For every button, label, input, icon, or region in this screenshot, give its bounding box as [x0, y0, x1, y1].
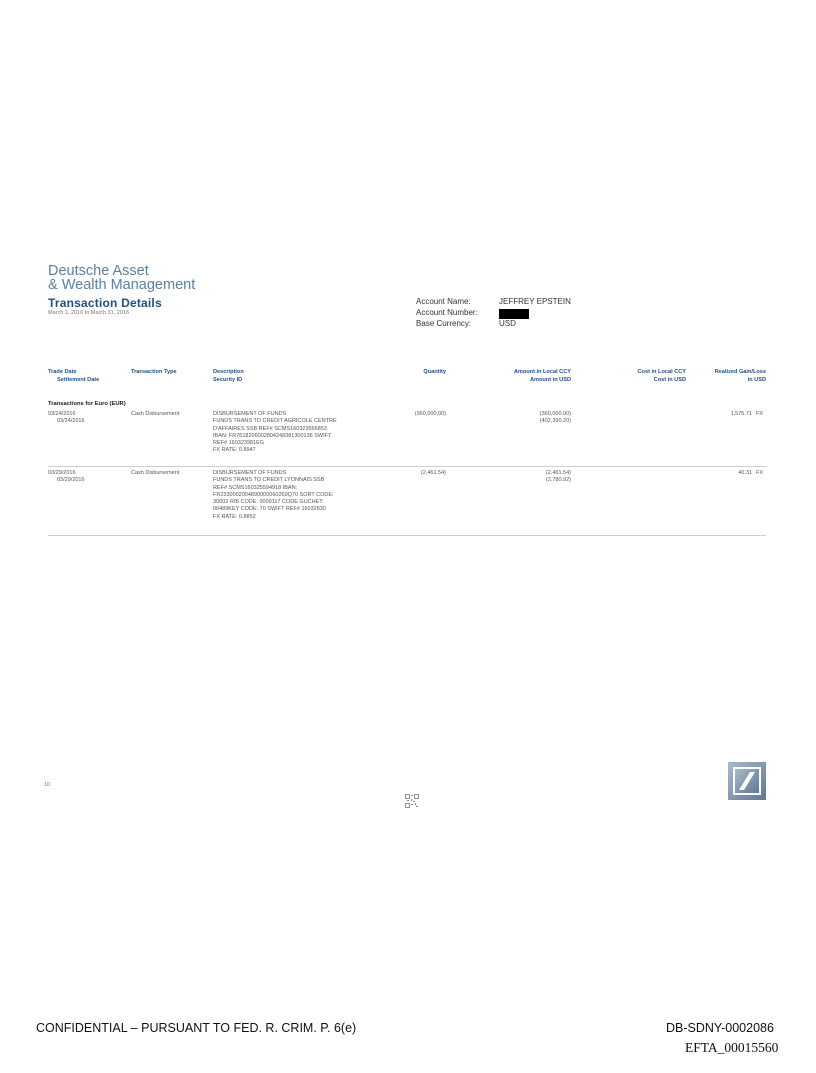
bates-number: DB-SDNY-0002086 [666, 1021, 774, 1035]
statement-period: March 1, 2016 to March 31, 2016 [48, 310, 130, 316]
gain-loss: 1,575.71 [730, 411, 752, 417]
account-name-label: Account Name: [416, 297, 471, 306]
page-title: Transaction Details [48, 296, 162, 310]
trade-date: 03/24/2016 [48, 411, 76, 417]
description-line: 30002 RIB CODE: 0009117 CODE GUCHET: [213, 499, 324, 506]
description [213, 411, 337, 455]
col-security-id: Security ID [213, 377, 243, 383]
amount-local: (2,461.54) [545, 470, 571, 476]
col-gain-loss: Realized Gain/Loss [714, 369, 766, 375]
brand-line-1: Deutsche Asset [48, 263, 149, 279]
description-line: IBAN: FR7618206002804248381300136 SWIFT [213, 432, 332, 439]
transaction-type: Cash Disbursement [131, 411, 180, 417]
col-cost-local: Cost in Local CCY [637, 369, 686, 375]
row-divider [48, 466, 766, 467]
col-cost-usd: Cost in USD [653, 377, 686, 383]
amount-usd: (2,780.92) [545, 477, 571, 484]
description-line: 00489KEY CODE: 70 SWIFT REF# 16032830 [213, 506, 326, 513]
account-info [416, 297, 616, 331]
description-line: DISBURSEMENT OF FUNDS [213, 470, 287, 476]
transaction-type: Cash Disbursement [131, 470, 180, 476]
confidential-notice: CONFIDENTIAL – PURSUANT TO FED. R. CRIM. P. 6(e) [36, 1021, 357, 1035]
col-amount-usd: Amount in USD [529, 377, 571, 383]
settlement-date: 03/29/2016 [57, 477, 85, 484]
account-name-value: JEFFREY EPSTEIN [499, 297, 571, 306]
deutsche-bank-logo-icon [728, 762, 766, 800]
col-amount-local: Amount in Local CCY [513, 369, 571, 375]
amount-local: (360,000.00) [539, 411, 571, 417]
col-settlement-date: Settlement Date [57, 377, 100, 383]
description-line: FX RATE: 0.8947 [213, 447, 256, 454]
description-line: FR2330002004890000060269Q70 SORT CODE: [213, 491, 334, 498]
qr-code-icon [405, 794, 419, 808]
description-line: REF# 160323981EG [213, 440, 265, 447]
description-line: DISBURSEMENT OF FUNDS [213, 411, 287, 417]
settlement-date: 03/24/2016 [57, 418, 85, 425]
page-number: 10 [44, 782, 51, 788]
col-quantity: Quantity [423, 369, 446, 375]
table-bottom-rule [48, 535, 766, 536]
description-line: D'AFFAIRES SSB REF# SCMS160323566853 [213, 425, 327, 432]
trade-date: 03/29/2016 [48, 470, 76, 476]
account-number-label: Account Number: [416, 308, 478, 317]
description [213, 470, 334, 521]
redaction-box [499, 309, 529, 319]
col-description: Description [213, 369, 244, 375]
brand-line-2: & Wealth Management [48, 277, 196, 293]
col-gain-loss-unit: in USD [747, 377, 766, 383]
gain-flag: FX [756, 470, 764, 476]
base-currency-label: Base Currency: [416, 319, 472, 328]
quantity: (2,461.54) [420, 470, 446, 476]
amount-usd: (402,390.20) [539, 418, 571, 425]
description-line: FUNDS TRANS TO CREDIT AGRICOLE CENTRE [213, 418, 337, 425]
quantity: (360,000.00) [414, 411, 446, 417]
description-line: FUNDS TRANS TO CREDIT LYONNAIS SSB [213, 477, 325, 484]
gain-flag: FX [756, 411, 764, 417]
description-line: FX RATE: 0.8852 [213, 513, 256, 520]
col-transaction-type: Transaction Type [131, 369, 177, 375]
section-title: Transactions for Euro (EUR) [48, 401, 126, 407]
gain-loss: 40.31 [738, 470, 752, 476]
col-trade-date: Trade Date [48, 369, 77, 375]
efta-number: EFTA_00015560 [685, 1040, 779, 1055]
description-line: REF# SCMS160325594918 IBAN: [213, 484, 298, 491]
base-currency-value: USD [499, 319, 516, 328]
